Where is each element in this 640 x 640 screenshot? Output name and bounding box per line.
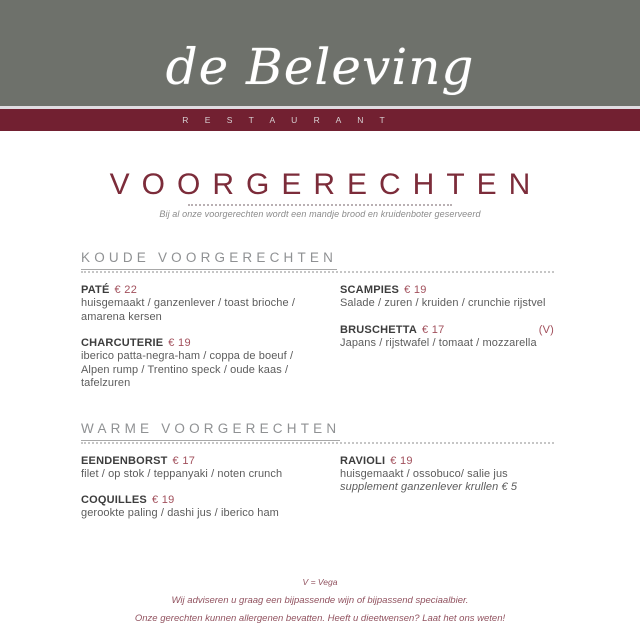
section-left-column: [81, 283, 340, 403]
restaurant-label: R E S T A U R A N T: [182, 115, 392, 125]
page-subtitle: Bij al onze voorgerechten wordt een mandje brood en kruidenboter geserveerd: [159, 209, 481, 219]
item-name: COQUILLES: [81, 494, 147, 506]
footer-allergen-note: Onze gerechten kunnen allergenen bevatten. Heeft u dieetwensen? Laat het ons weten!: [134, 613, 506, 624]
item-description-line: Alpen rump / Trentino speck / oude kaas /: [81, 363, 289, 376]
menu-item-coquilles: [81, 493, 340, 521]
menu-item-ravioli: [340, 454, 554, 495]
item-price: € 17: [421, 323, 445, 336]
title-block: [0, 170, 640, 219]
item-title-row: [340, 283, 554, 297]
item-description-line: huisgemaakt / ossobuco/ salie jus: [340, 467, 508, 480]
footer-vega-note: V = Vega: [302, 577, 338, 587]
item-name: RAVIOLI: [340, 454, 386, 467]
item-name: SCAMPIES: [340, 284, 400, 296]
vega-badge: (V): [538, 323, 554, 336]
item-price: € 19: [151, 494, 175, 506]
item-price: € 19: [390, 454, 413, 467]
item-title-row: [81, 454, 340, 468]
menu-item-bruschetta: [340, 323, 554, 351]
restaurant-band: [0, 109, 640, 131]
item-price: € 19: [404, 284, 427, 296]
item-description-line: huisgemaakt / ganzenlever / toast brioche /: [81, 297, 296, 309]
item-title-row: [340, 454, 554, 468]
menu-item-charcuterie: [81, 336, 340, 391]
item-description-line: iberico patta-negra-ham / coppa de boeuf /: [81, 350, 294, 362]
item-description-line: amarena kersen: [81, 310, 162, 323]
item-title-row: [81, 336, 340, 350]
section-left-column: [81, 454, 340, 533]
footer-advice: Wij adviseren u graag een bijpassende wijn of bijpassend speciaalbier.: [171, 595, 469, 606]
logo-script: de Beleving: [165, 38, 475, 96]
item-description-line: gerookte paling / dashi jus / iberico ham: [81, 507, 279, 519]
section-heading: WARME VOORGERECHTEN: [81, 422, 340, 441]
item-description-line: tafelzuren: [81, 377, 131, 389]
item-name: PATÉ: [81, 284, 110, 296]
menu-item-eendenborst: [81, 454, 340, 482]
item-name: EENDENBORST: [81, 454, 168, 467]
item-description-line: filet / op stok / teppanyaki / noten crunch: [81, 467, 283, 480]
menu-item-pate: [81, 283, 340, 324]
item-title-row: [81, 283, 340, 297]
section-warme-voorgerechten: [81, 420, 554, 533]
item-title-row: [81, 493, 340, 507]
item-description-line: Salade / zuren / kruiden / crunchie rijstvel: [340, 297, 546, 309]
section-heading: KOUDE VOORGERECHTEN: [81, 251, 337, 270]
section-koude-voorgerechten: [81, 249, 554, 403]
item-price: € 22: [114, 284, 138, 296]
item-price: € 17: [172, 454, 196, 467]
section-right-column: [340, 283, 554, 403]
item-title-row: [340, 323, 554, 337]
footer: [0, 577, 640, 624]
item-description-line: Japans / rijstwafel / tomaat / mozzarella: [340, 336, 537, 349]
section-right-column: [340, 454, 554, 533]
item-name: BRUSCHETTA: [340, 323, 417, 336]
supplement-note: supplement ganzenlever krullen € 5: [340, 481, 518, 493]
page-title: VOORGERECHTEN: [109, 168, 543, 201]
title-dotted-rule: [188, 204, 452, 206]
menu-content: [81, 249, 554, 533]
item-price: € 19: [168, 337, 191, 349]
item-name: CHARCUTERIE: [81, 337, 164, 349]
menu-item-scampies: [340, 283, 554, 311]
